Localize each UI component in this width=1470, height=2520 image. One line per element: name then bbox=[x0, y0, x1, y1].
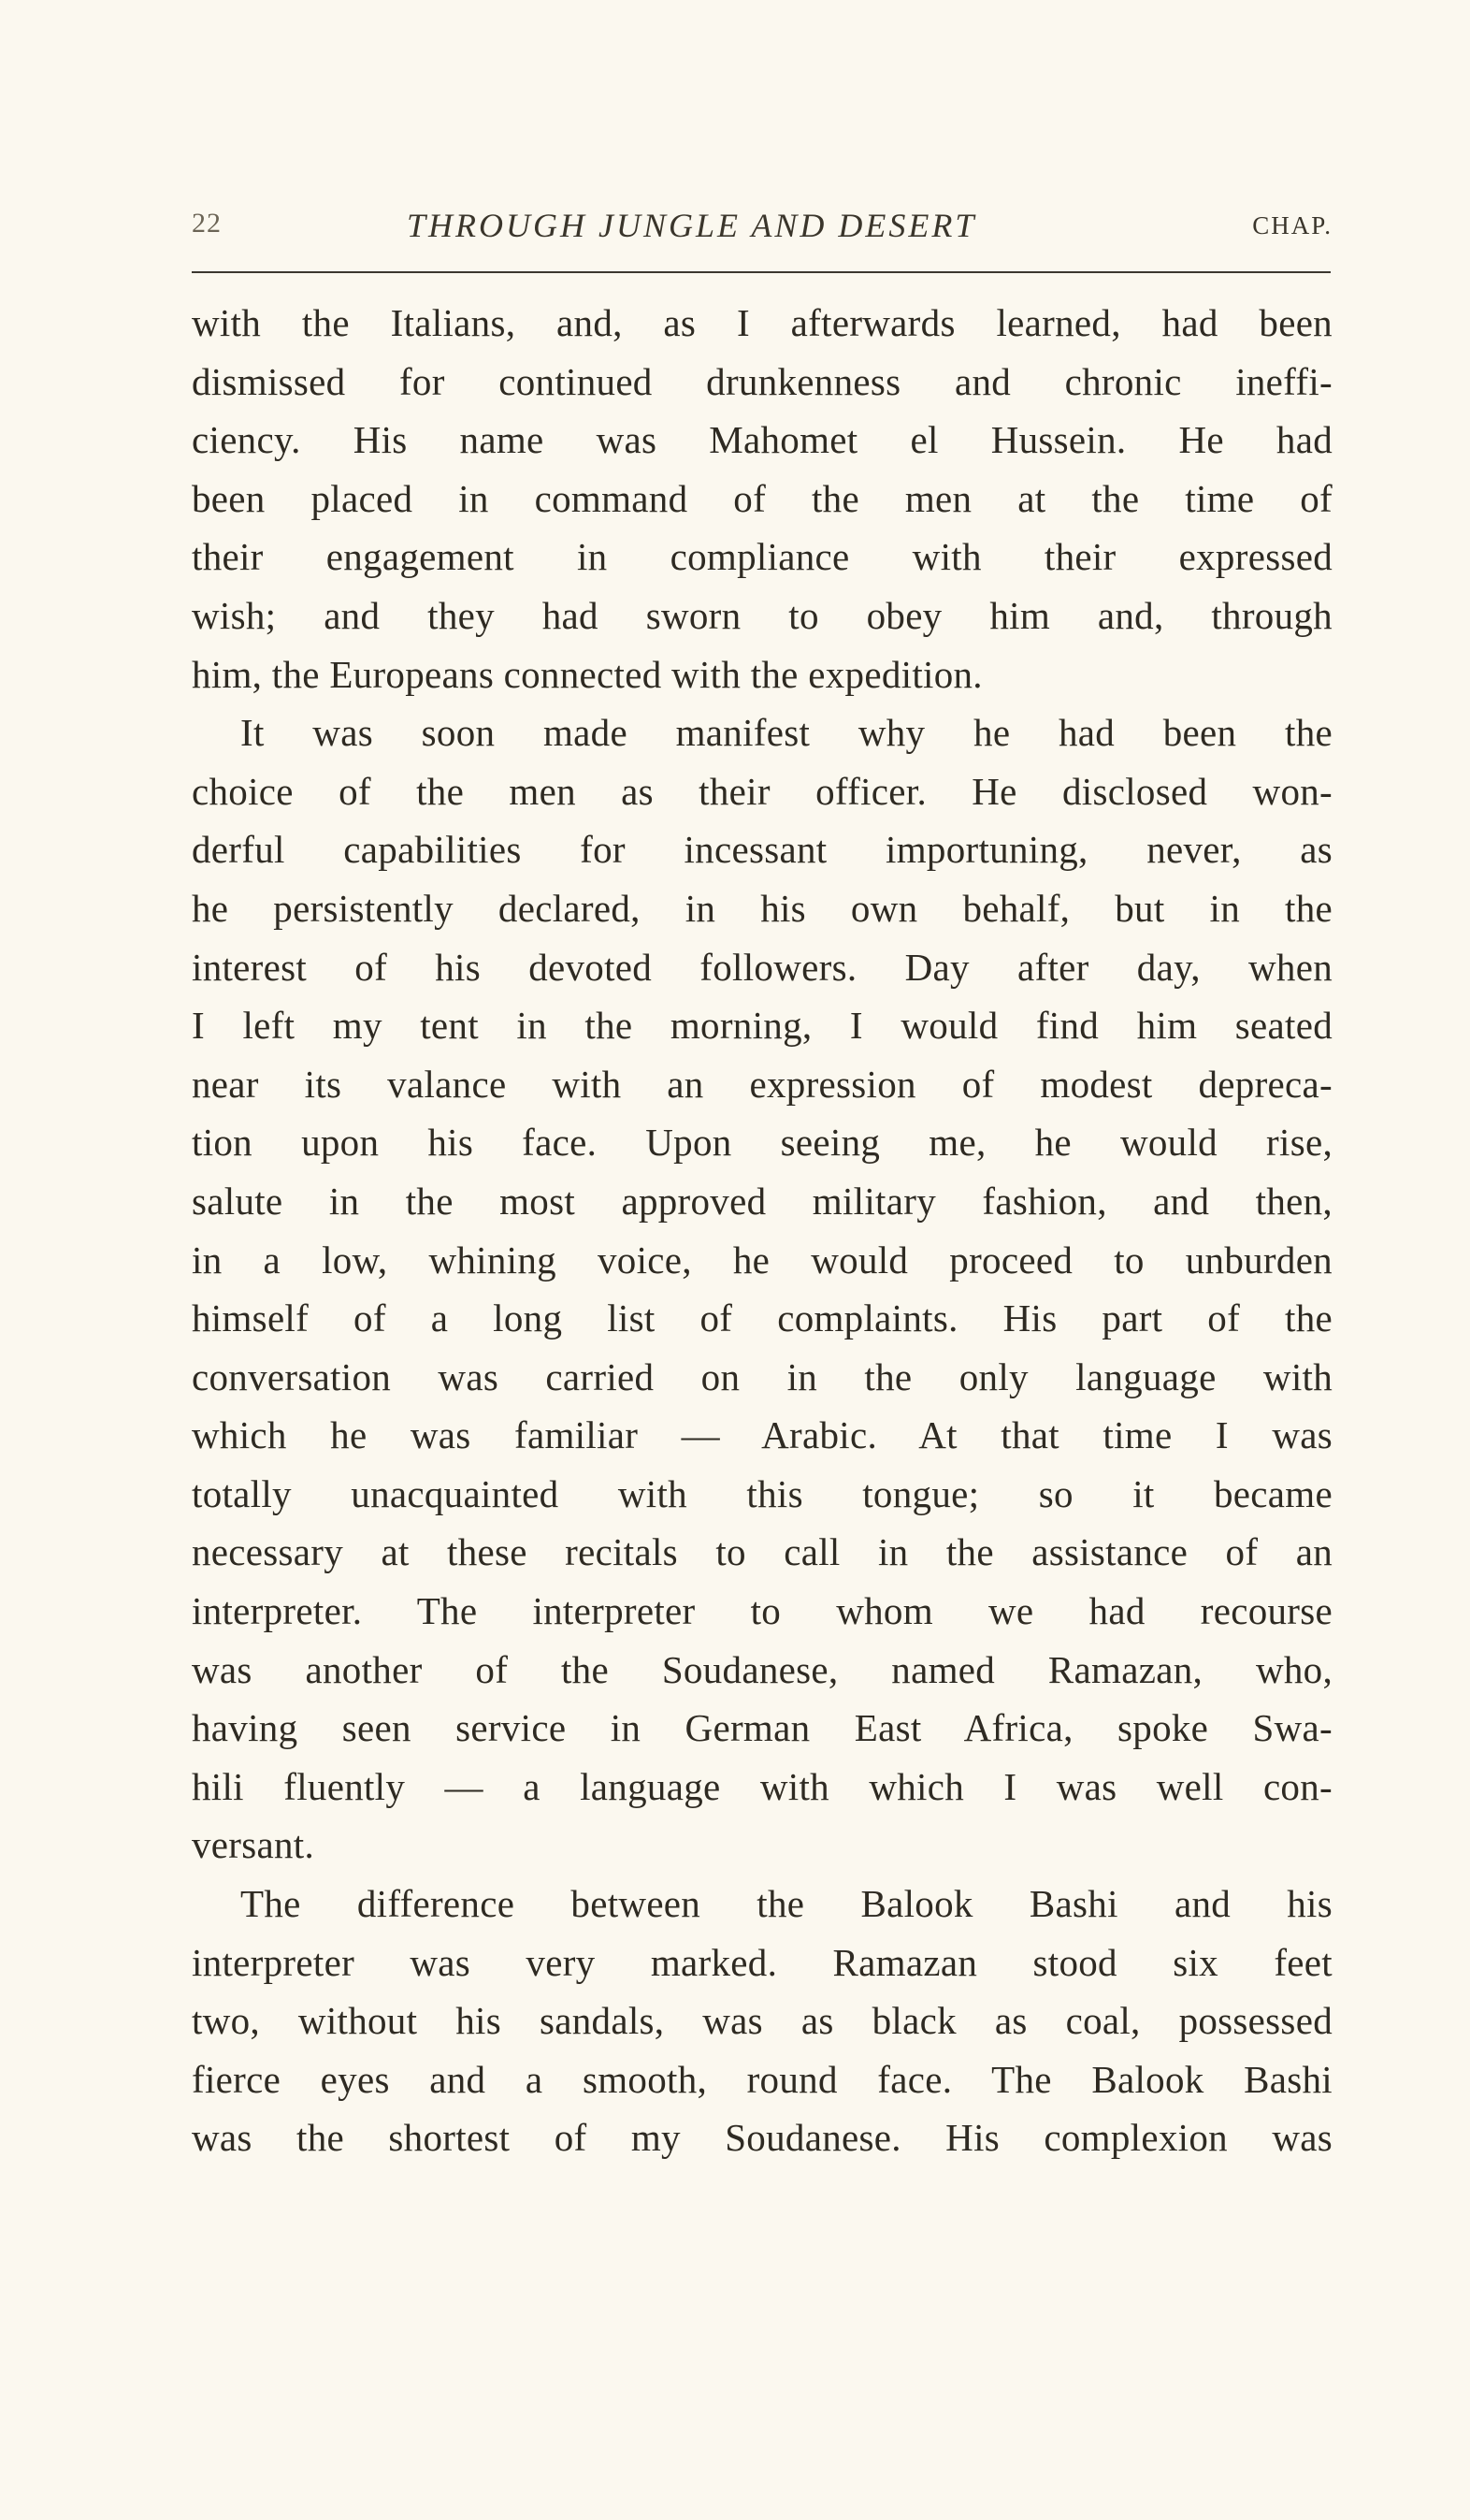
text-line: was another of the Soudanese, named Ramazan, who, bbox=[192, 1647, 1333, 1691]
text-line: versant. bbox=[192, 1823, 315, 1867]
page-number: 22 bbox=[192, 208, 222, 239]
text-line: tion upon his face. Upon seeing me, he would rise, bbox=[192, 1121, 1333, 1165]
body-text bbox=[192, 294, 1333, 2167]
book-title: THROUGH JUNGLE AND DESERT bbox=[407, 207, 977, 244]
text-line: choice of the men as their officer. He disclosed won- bbox=[192, 769, 1333, 813]
text-line: conversation was carried on in the only language with bbox=[192, 1354, 1333, 1398]
text-line: in a low, whining voice, he would proceed to unburden bbox=[192, 1238, 1333, 1282]
text-line: himself of a long list of complaints. His part of the bbox=[192, 1296, 1333, 1340]
text-line: he persistently declared, in his own behalf, but in the bbox=[192, 886, 1333, 930]
text-line: was the shortest of my Soudanese. His complexion was bbox=[192, 2116, 1333, 2160]
text-line: been placed in command of the men at the time of bbox=[192, 476, 1333, 520]
text-line: having seen service in German East Africa, spoke Swa- bbox=[192, 1706, 1333, 1750]
text-line: It was soon made manifest why he had been the bbox=[240, 711, 1333, 755]
text-line: necessary at these recitals to call in the assistance of an bbox=[192, 1530, 1333, 1574]
text-line: their engagement in compliance with their expressed bbox=[192, 535, 1333, 579]
text-line: with the Italians, and, as I afterwards learned, had been bbox=[192, 301, 1333, 344]
text-line: wish; and they had sworn to obey him and, through bbox=[192, 593, 1333, 637]
text-line: interpreter. The interpreter to whom we had recourse bbox=[192, 1589, 1333, 1633]
text-line: two, without his sandals, was as black as coal, possessed bbox=[192, 1999, 1333, 2043]
running-head bbox=[192, 208, 1333, 254]
text-line: The difference between the Balook Bashi and his bbox=[240, 1882, 1333, 1926]
text-line: dismissed for continued drunkenness and chronic ineffi- bbox=[192, 359, 1333, 403]
text-line: interest of his devoted followers. Day after day, when bbox=[192, 945, 1333, 989]
text-line: salute in the most approved military fashion, and then, bbox=[192, 1179, 1333, 1223]
text-line: which he was familiar — Arabic. At that time I was bbox=[192, 1413, 1333, 1457]
text-line: interpreter was very marked. Ramazan stood six feet bbox=[192, 1940, 1333, 1984]
text-line: ciency. His name was Mahomet el Hussein. He had bbox=[192, 418, 1333, 462]
chapter-label: CHAP. bbox=[1252, 211, 1333, 239]
header-rule bbox=[192, 271, 1331, 273]
text-line: near its valance with an expression of modest depreca- bbox=[192, 1062, 1333, 1106]
text-line: hili fluently — a language with which I was well con- bbox=[192, 1764, 1333, 1808]
text-line: I left my tent in the morning, I would find him seated bbox=[192, 1004, 1333, 1048]
text-line: derful capabilities for incessant importuning, never, as bbox=[192, 828, 1333, 872]
text-line: him, the Europeans connected with the expedition. bbox=[192, 652, 983, 696]
text-line: fierce eyes and a smooth, round face. The Balook Bashi bbox=[192, 2057, 1333, 2101]
text-line: totally unacquainted with this tongue; so it became bbox=[192, 1471, 1333, 1515]
